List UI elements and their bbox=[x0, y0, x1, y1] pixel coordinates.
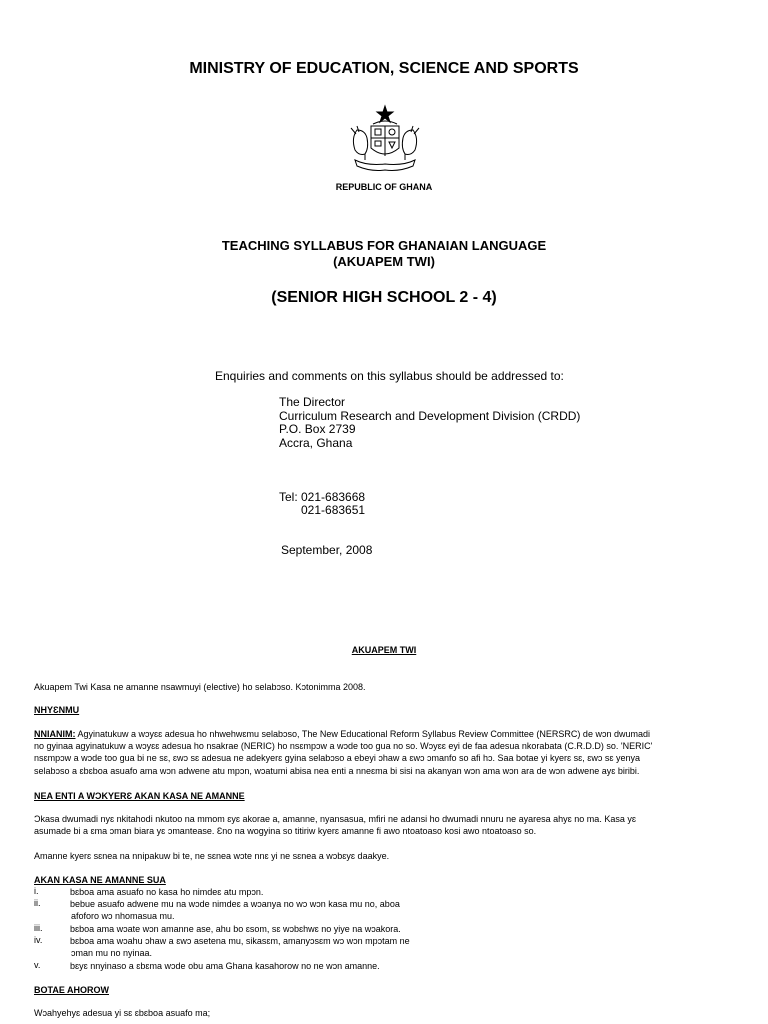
syllabus-title-line2: (AKUAPEM TWI) bbox=[333, 254, 435, 269]
coat-of-arms-icon bbox=[347, 104, 423, 174]
botae-sua-heading: AKAN KASA NE AMANNE SUA bbox=[34, 875, 166, 885]
botae-ahorow-heading: BOTAE AHOROW bbox=[34, 985, 109, 995]
address-line: Accra, Ghana bbox=[279, 435, 353, 450]
nhyemu-paragraph bbox=[34, 728, 734, 777]
level-title: (SENIOR HIGH SCHOOL 2 - 4) bbox=[271, 289, 497, 306]
list-item-line: bebue asuafo adwene mu na wɔde nimdeɛ a wɔanya no wɔ wɔn kasa mu no, aboa bbox=[70, 899, 400, 909]
list-item-line: afoforo wɔ nhomasua mu. bbox=[71, 911, 175, 922]
ministry-title: MINISTRY OF EDUCATION, SCIENCE AND SPORTS bbox=[189, 60, 579, 77]
list-number: v. bbox=[34, 960, 41, 970]
list-number: ii. bbox=[34, 898, 41, 908]
list-item bbox=[70, 935, 540, 959]
list-number: iv. bbox=[34, 935, 43, 945]
address-line: The Director bbox=[279, 395, 346, 409]
intro-text: Akuapem Twi Kasa ne amanne nsawmuyi (elective) ho selabɔso. Kɔtonimma 2008. bbox=[34, 682, 366, 692]
paragraph-line: selabɔso a ɛbɛboa asuafo ama wɔn adwene atu mpɔn, wɔatumi abisa nea enti a nneɛma bi sisi na akanyan wɔn ama wɔn ara de wɔn adwene ayɛ biribi. bbox=[34, 765, 640, 776]
list-item bbox=[70, 898, 540, 922]
paragraph-line: Agyinatukuw a wɔyɛɛ adesua ho nhwehwɛmu selabɔso, The New Educational Reform Syllabus Review Committee (NERSRC) de wɔn dwumadi bbox=[75, 729, 650, 739]
section-title: AKUAPEM TWI bbox=[351, 645, 417, 655]
list-item-line: bɛboa ama wɔahu ɔhaw a ɛwɔ asetena mu, sikasɛm, amanyɔsɛm wɔ wɔn mpɔtam ne bbox=[70, 936, 410, 946]
address-line: Curriculum Research and Development Division (CRDD) bbox=[279, 408, 581, 423]
nnianim-label: NNIANIM: bbox=[34, 729, 76, 739]
nea-enti-paragraph bbox=[34, 813, 734, 837]
nhyemu-heading: NHYƐNMU bbox=[34, 705, 80, 715]
list-item-line: ɔman mu no nyinaa. bbox=[71, 948, 153, 959]
telephone-1: Tel: 021-683668 bbox=[279, 490, 366, 504]
list-item bbox=[70, 886, 540, 898]
list-item-line: bɛboa ama asuafo no kasa ho nimdeɛ atu mpɔn. bbox=[70, 887, 264, 897]
list-item bbox=[70, 923, 540, 935]
paragraph-line: Ɔkasa dwumadi nyɛ nkitahodi nkutoo na mmom ɛyɛ akorae a, amanne, nyansasua, mfiri ne adansi ho dwumadi nnuru ne ayaresa ahyɛ no ma. Kasa yɛ bbox=[34, 814, 636, 824]
publication-date: September, 2008 bbox=[281, 543, 373, 557]
list-number: iii. bbox=[34, 923, 43, 933]
botae-ahorow-intro: Wɔahyehyɛ adesua yi sɛ ɛbɛboa asuafo ma; bbox=[34, 1008, 211, 1018]
paragraph-line: asumade bi a ɛma ɔman biara yɛ ɔmantease. Ɛno na wogyina so titiriw kyerɛ amanne fi awo ntoatoaso kosi awo ntoatoaso so. bbox=[34, 826, 537, 837]
paragraph-line: no gyinaa agyinatukuw a wɔyɛɛ adesua ho nsakrae (NERIC) ho nsɛmpɔw a wɔde too gua no so. Wɔyɛɛ eyi de faa adesua nkorabata (C.R.D.D) so. 'NERIC' bbox=[34, 741, 653, 752]
republic-label: REPUBLIC OF GHANA bbox=[335, 182, 433, 192]
address-line: P.O. Box 2739 bbox=[279, 422, 356, 436]
telephone-2: 021-683651 bbox=[301, 503, 366, 517]
list-item-line: bɛboa ama wɔate wɔn amanne ase, ahu bo ɛsom, sɛ wɔbɛhwɛ no yiye na wɔakora. bbox=[70, 924, 401, 934]
paragraph-line: nsɛmpɔw a wɔde too gua bi ne sɛ, ɛwɔ sɛ adesua ne adekyerɛ gyina selabɔso a ebeyi ɔhaw a ɛwɔ ɔmanfo so afi hɔ. Saa botae yi kyerɛ sɛ, ɛwɔ sɛ yenya bbox=[34, 753, 641, 764]
syllabus-title-line1: TEACHING SYLLABUS FOR GHANAIAN LANGUAGE bbox=[221, 238, 547, 253]
list-number: i. bbox=[34, 886, 39, 896]
enquiries-text: Enquiries and comments on this syllabus should be addressed to: bbox=[215, 369, 564, 383]
address-block bbox=[279, 396, 580, 450]
list-item-line: bɛyɛ nnyinaso a ɛbɛma wɔde obu ama Ghana kasahorow no ne wɔn amanne. bbox=[70, 961, 380, 971]
nea-enti-heading: NEA ENTI A WƆKYERƐ AKAN KASA NE AMANNE bbox=[34, 791, 245, 801]
list-item bbox=[70, 960, 540, 972]
amanne-paragraph: Amanne kyerɛ sɛnea na nnipakuw bi te, ne sɛnea wɔte nnɛ yi ne sɛnea a wɔbɛyɛ daakye. bbox=[34, 851, 390, 861]
